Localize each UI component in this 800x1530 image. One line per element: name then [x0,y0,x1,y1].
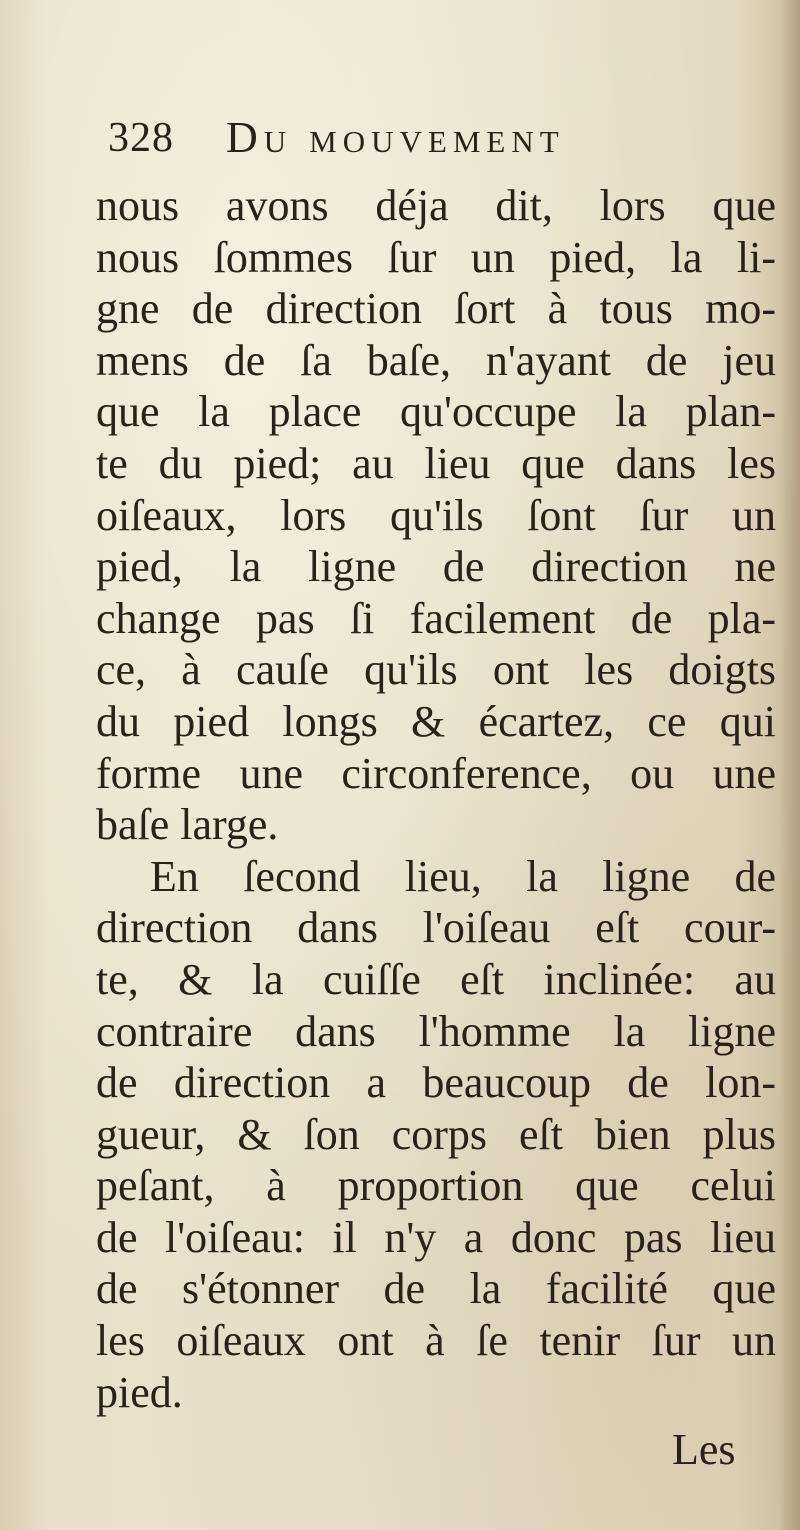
text-line: nous ſommes ſur un pied, la li- [96,232,776,282]
text-line: ce, à cauſe qu'ils ont les doigts [96,645,776,695]
running-head: Du mouvement [226,113,565,162]
catchword: Les [672,1425,736,1474]
page-edge-shadow [778,0,800,1530]
text-line: te, & la cuiſſe eſt inclinée: au [96,954,776,1004]
text-line: direction dans l'oiſeau eſt cour- [96,903,776,953]
text-line: oiſeaux, lors qu'ils ſont ſur un [96,490,776,540]
text-line: forme une circonference, ou une [96,748,776,798]
text-line: les oiſeaux ont à ſe tenir ſur un [96,1316,776,1366]
text-line: de direction a beaucoup de lon- [96,1058,776,1108]
text-line: te du pied; au lieu que dans les [96,438,776,488]
text-line: pied, la ligne de direction ne [96,542,776,592]
text-line: gne de direction ſort à tous mo- [96,284,776,334]
page-number: 328 [108,115,174,161]
text-line: du pied longs & écartez, ce qui [96,696,776,746]
text-line: que la place qu'occupe la plan- [96,387,776,437]
text-line: En ſecond lieu, la ligne de [150,851,776,901]
text-line: change pas ſi facilement de pla- [96,593,776,643]
text-line: de l'oiſeau: il n'y a donc pas lieu [96,1212,776,1262]
text-line: contraire dans l'homme la ligne [96,1006,776,1056]
paragraph-2 [96,851,776,1419]
text-line: pied. [96,1367,183,1417]
body-text [96,180,776,1418]
page-header [108,112,708,172]
text-line: nous avons déja dit, lors que [96,181,776,230]
text-line: peſant, à proportion que celui [96,1161,776,1211]
paragraph-1 [96,180,776,851]
text-line: gueur, & ſon corps eſt bien plus [96,1109,776,1159]
text-line: baſe large. [96,800,279,850]
text-line: de s'étonner de la facilité que [96,1264,776,1314]
text-line: mens de ſa baſe, n'ayant de jeu [96,335,776,385]
